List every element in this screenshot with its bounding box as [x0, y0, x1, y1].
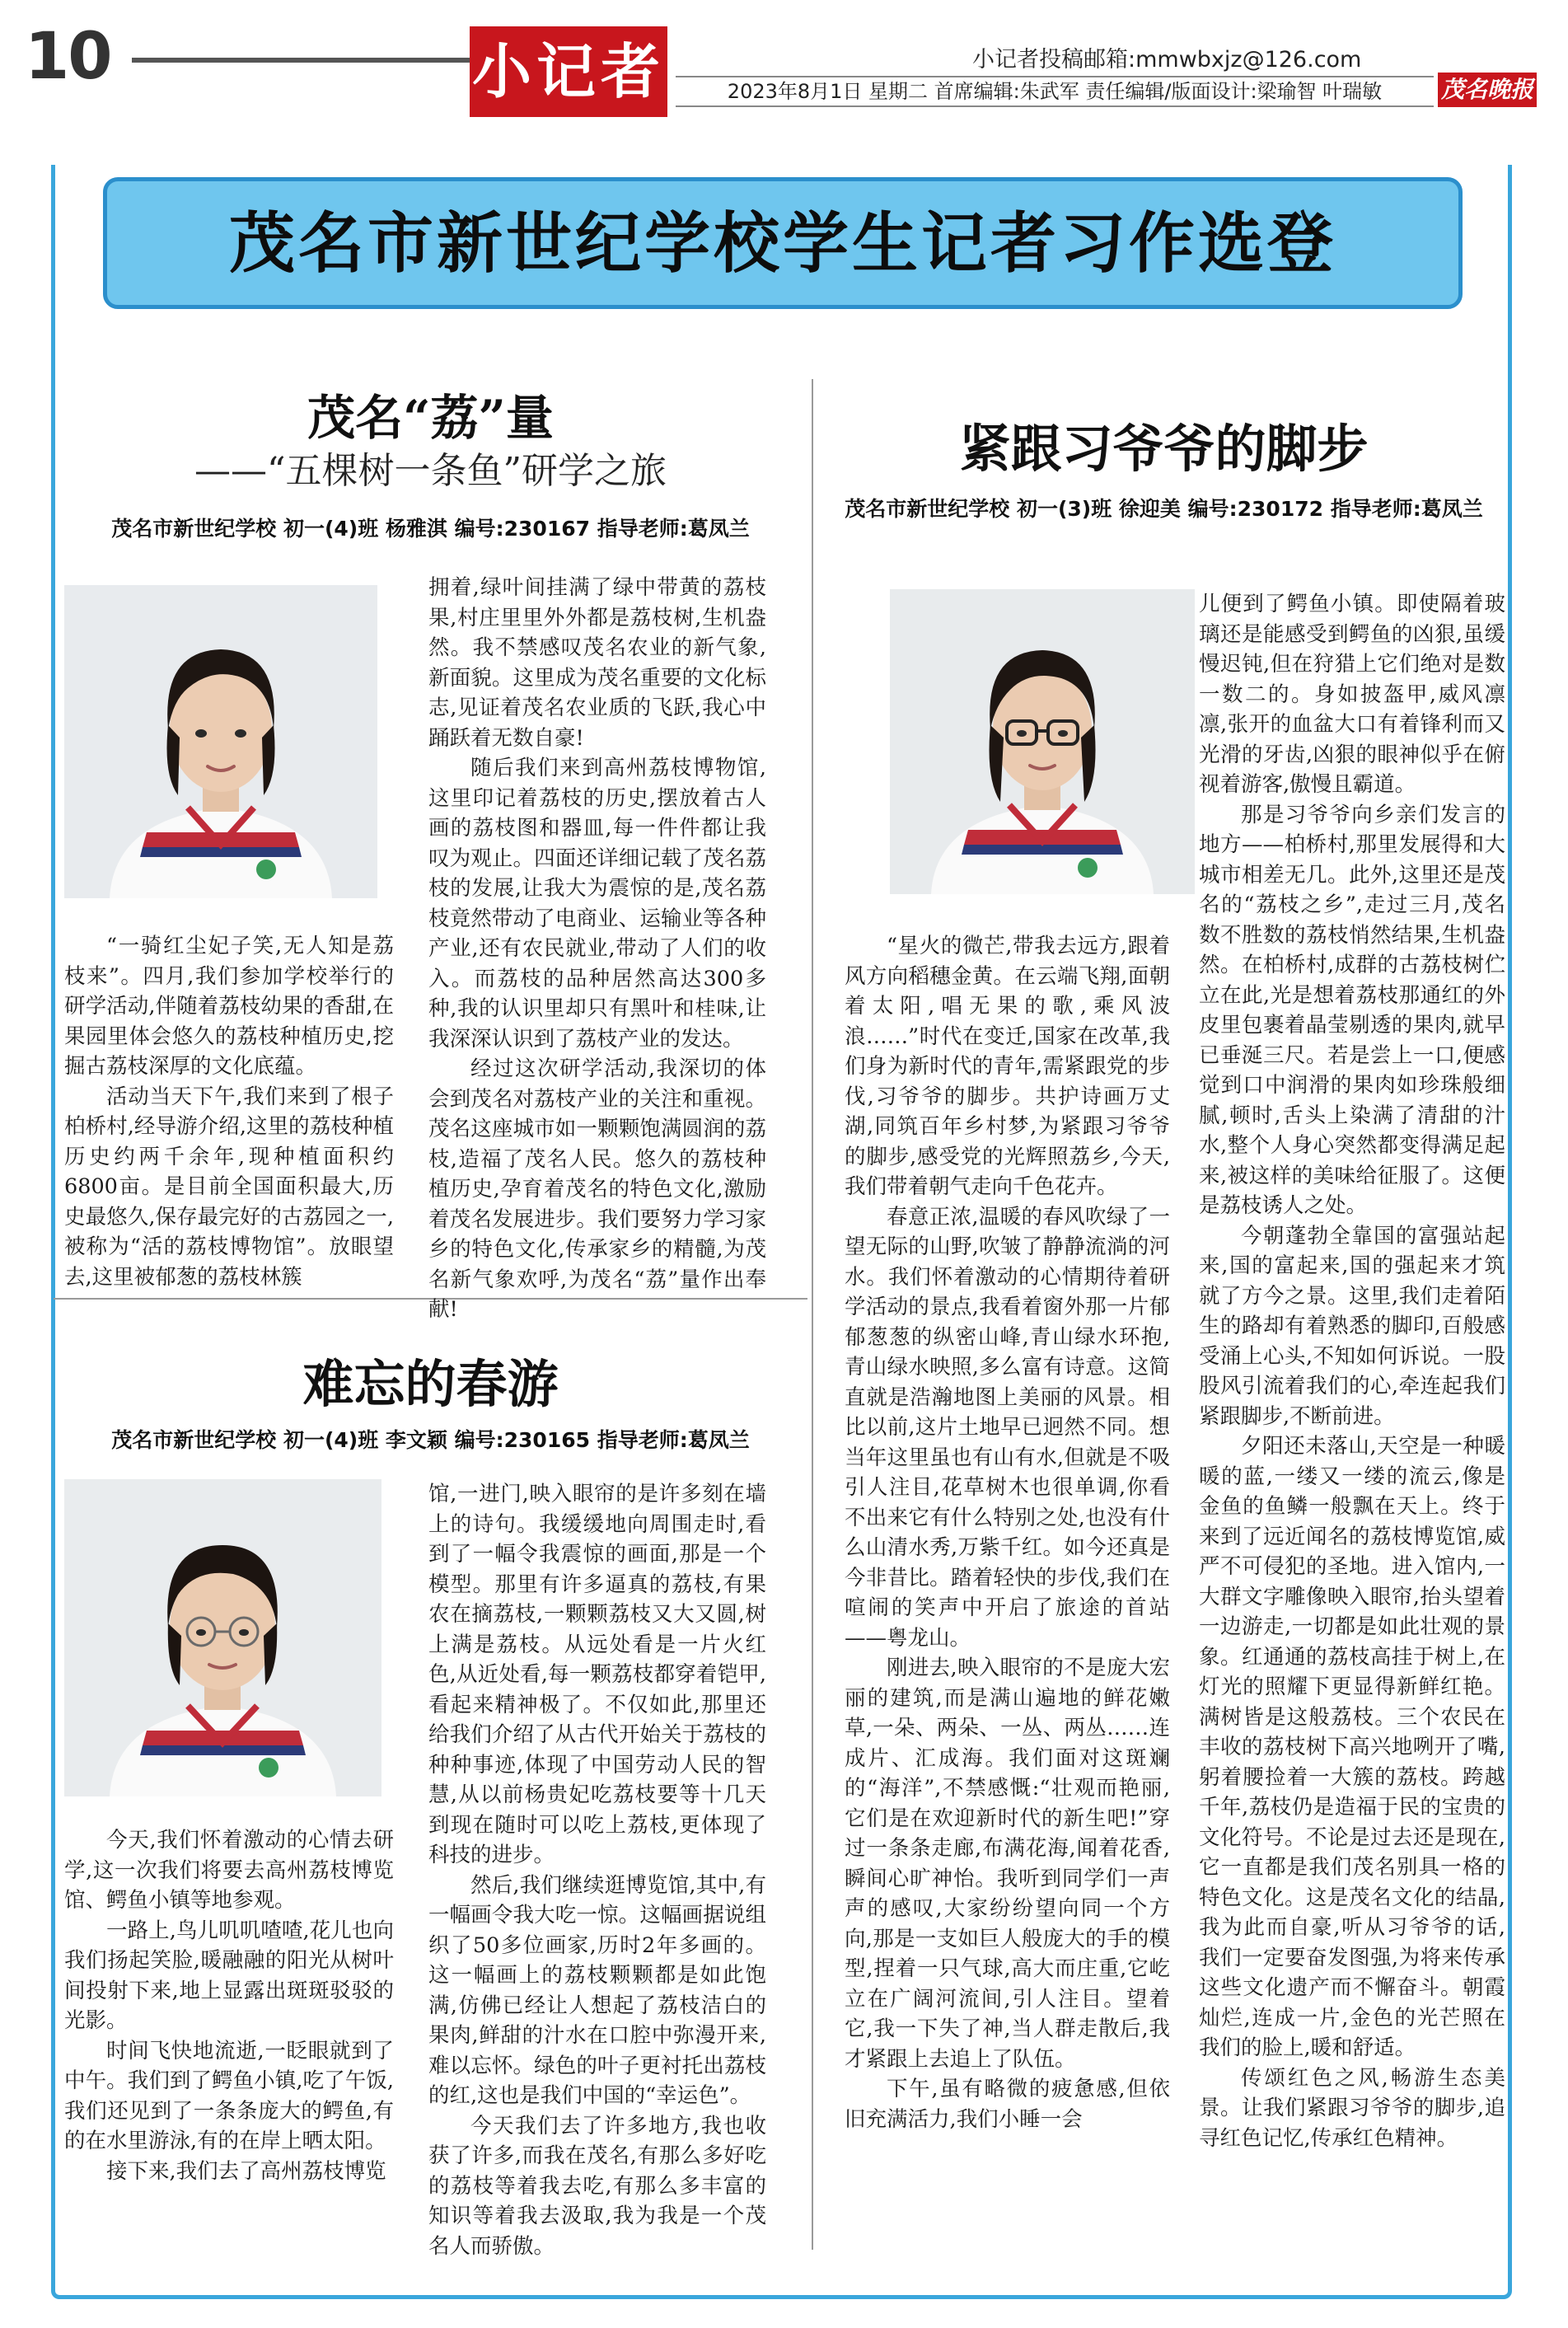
article-2-portrait — [64, 1479, 381, 1796]
paragraph: “星火的微芒,带我去远方,跟着风方向稻穗金黄。在云端飞翔,面朝着太阳,唱无果的歌,乘风波浪……”时代在变迁,国家在改革,我们身为新时代的青年,需紧跟党的步伐,习爷爷的脚步。共护诗画万丈湖,同筑百年乡村梦,为紧跟习爷爷的脚步,感受党的光辉照荔乡,今天,我们带着朝气走向千色花卉。 — [845, 934, 1170, 1199]
article-3-column-1 — [845, 931, 1170, 2250]
paper-logo: 茂名晚报 — [1438, 73, 1537, 107]
paragraph: 下午,虽有略微的疲惫感,但依旧充满活力,我们小睡一会 — [845, 2077, 1170, 2132]
paragraph: 随后我们来到高州荔枝博物馆,这里印记着荔枝的历史,摆放着古人画的荔枝图和器皿,每一件件都让我叹为观止。四面还详细记载了茂名荔枝的发展,让我大为震惊的是,茂名荔枝竟然带动了电商业、运输业等各种产业,还有农民就业,带动了人们的收入。而荔枝的品种居然高达300多种,我的认识里却只有黑叶和桂味,让我深深认识到了荔枝产业的发达。 — [428, 756, 766, 1052]
page-number: 10 — [25, 20, 111, 94]
article-3-title: 紧跟习爷爷的脚步 — [959, 419, 1369, 479]
article-1-byline: 茂名市新世纪学校 初一(4)班 杨雅淇 编号:230167 指导老师:葛凤兰 — [111, 517, 750, 541]
paragraph: 一路上,鸟儿叽叽喳喳,花儿也向我们扬起笑脸,暖融融的阳光从树叶间投射下来,地上显露出斑斑驳驳的光影。 — [64, 1918, 394, 2033]
submission-email: 小记者投稿邮箱:mmwbxjz@126.com — [972, 47, 1362, 73]
article-2-column-1 — [64, 1825, 394, 2246]
paragraph: 时间飞快地流逝,一眨眼就到了中午。我们到了鳄鱼小镇,吃了午饭,我们还见到了一条条庞大的鳄鱼,有的在水里游泳,有的在岸上晒太阳。 — [64, 2038, 394, 2153]
article-1-subtitle: ——“五棵树一条鱼”研学之旅 — [194, 450, 667, 492]
article-3-column-2 — [1199, 589, 1505, 2250]
article-1-column-1 — [64, 931, 394, 1290]
section-banner: 茂名市新世纪学校学生记者习作选登 — [103, 177, 1463, 309]
paragraph: 今天我们去了许多地方,我也收获了许多,而我在茂名,有那么多好吃的荔枝等着我去吃,有那么多丰富的知识等着我去汲取,我为我是一个茂名人而骄傲。 — [428, 2113, 766, 2259]
paragraph: 传颂红色之风,畅游生态美景。让我们紧跟习爷爷的脚步,追寻红色记忆,传承红色精神。 — [1199, 2065, 1505, 2151]
article-3-byline: 茂名市新世纪学校 初一(3)班 徐迎美 编号:230172 指导老师:葛凤兰 — [845, 497, 1483, 521]
article-1-column-2 — [428, 573, 766, 1322]
paragraph: 接下来,我们去了高州荔枝博览 — [106, 2158, 386, 2184]
header-rule — [132, 58, 478, 63]
paragraph: 馆,一进门,映入眼帘的是许多刻在墙上的诗句。我缓缓地向周围走时,看到了一幅令我震惊的画面,那是一个模型。那里有许多逼真的荔枝,有果农在摘荔枝,一颗颗荔枝又大又圆,树上满是荔枝。从远处看是一片火红色,从近处看,每一颗荔枝都穿着铠甲,看起来精神极了。不仅如此,那里还给我们介绍了从古代开始关于荔枝的种种事迹,体现了中国劳动人民的智慧,从以前杨贵妃吃荔枝要等十几天到现在随时可以吃上荔枝,更体现了科技的进步。 — [428, 1482, 766, 1867]
paragraph: 拥着,绿叶间挂满了绿中带黄的荔枝果,村庄里里外外都是荔枝树,生机盎然。我不禁感叹茂名农业的新气象,新面貌。这里成为茂名重要的文化标志,见证着茂名农业质的飞跃,我心中踊跃着无数自豪! — [428, 575, 766, 751]
paragraph: 活动当天下午,我们来到了根子柏桥村,经导游介绍,这里的荔枝种植历史约两千余年,现种植面积约6800亩。是目前全国面积最大,历史最悠久,保存最完好的古荔园之一,被称为“活的荔枝博物馆”。放眼望去,这里被郁葱的荔枝林簇 — [64, 1084, 394, 1290]
paragraph: 经过这次研学活动,我深切的体会到茂名对荔枝产业的关注和重视。茂名这座城市如一颗颗饱满圆润的荔枝,造福了茂名人民。悠久的荔枝种植历史,孕育着茂名的特色文化,激励着茂名发展进步。我们要努力学习家乡的特色文化,传承家乡的精髓,为茂名新气象欢呼,为茂名“荔”量作出奉献! — [428, 1056, 766, 1322]
paragraph: 春意正浓,温暖的春风吹绿了一望无际的山野,吹皱了静静流淌的河水。我们怀着激动的心情期待着研学活动的景点,我看着窗外那一片郁郁葱葱的纵密山峰,青山绿水环抱,青山绿水映照,多么富有诗意。这简直就是浩瀚地图上美丽的风景。相比以前,这片土地早已迥然不同。想当年这里虽也有山有水,但就是不吸引人注目,花草树木也很单调,你看不出来它有什么特别之处,也没有什么山清水秀,万紫千红。如今还真是今非昔比。踏着轻快的步伐,我们在喧闹的笑声中开启了旅途的首站——粤龙山。 — [845, 1204, 1170, 1651]
article-2-title: 难忘的春游 — [302, 1354, 559, 1414]
paragraph: 刚进去,映入眼帘的不是庞大宏丽的建筑,而是满山遍地的鲜花嫩草,一朵、两朵、一丛、两丛……连成片、汇成海。我们面对这斑斓的“海洋”,不禁感慨:“壮观而艳丽,它们是在欢迎新时代的新生吧!”穿过一条条走廊,布满花海,闻着花香,瞬间心旷神怡。我听到同学们一声声的感叹,大家纷纷望向同一个方向,那是一支如巨人般庞大的手的模型,捏着一只气球,高大而庄重,它屹立在广阔河流间,引人注目。望着它,我一下失了神,当人群走散后,我才紧跟上去追上了队伍。 — [845, 1656, 1170, 2072]
paragraph: “一骑红尘妃子笑,无人知是荔枝来”。四月,我们参加学校举行的研学活动,伴随着荔枝幼果的香甜,在果园里体会悠久的荔枝种植历史,挖掘古荔枝深厚的文化底蕴。 — [64, 934, 394, 1079]
paragraph: 今天,我们怀着激动的心情去研学,这一次我们将要去高州荔枝博览馆、鳄鱼小镇等地参观。 — [64, 1828, 394, 1913]
paragraph: 儿便到了鳄鱼小镇。即使隔着玻璃还是能感受到鳄鱼的凶狠,虽缓慢迟钝,但在狩猎上它们绝对是数一数二的。身如披盔甲,威风凛凛,张开的血盆大口有着锋利而又光滑的牙齿,凶狠的眼神似乎在俯视着游客,傲慢且霸道。 — [1199, 592, 1505, 797]
article-3-portrait — [890, 589, 1195, 894]
paragraph: 那是习爷爷向乡亲们发言的地方——柏桥村,那里发展得和大城市相差无几。此外,这里还是茂名的“荔枝之乡”,走过三月,茂名数不胜数的荔枝悄然结果,生机盎然。在柏桥村,成群的古荔枝树伫立在此,光是想着荔枝那通红的外皮里包裹着晶莹剔透的果肉,就早已垂涎三尺。若是尝上一口,便感觉到口中润滑的果肉如珍珠般细腻,顿时,舌头上染满了清甜的汁水,整个人身心突然都变得满足起来,被这样的美味给征服了。这便是荔枝诱人之处。 — [1199, 802, 1505, 1218]
article-2-column-2 — [428, 1479, 766, 2259]
paragraph: 今朝蓬勃全靠国的富强站起来,国的富起来,国的强起来才筑就了方今之景。这里,我们走着陌生的路却有着熟悉的脚印,百般感受涌上心头,不知如何诉说。一股股风引流着我们的心,牵连起我们紧跟脚步,不断前进。 — [1199, 1223, 1505, 1429]
article-2-byline: 茂名市新世纪学校 初一(4)班 李文颖 编号:230165 指导老师:葛凤兰 — [111, 1428, 750, 1452]
article-1-title: 茂名“荔”量 — [307, 390, 554, 446]
column-divider — [812, 379, 813, 2250]
paragraph: 夕阳还未落山,天空是一种暖暖的蓝,一缕又一缕的流云,像是金鱼的鱼鳞一般飘在天上。终于来到了远近闻名的荔枝博览馆,威严不可侵犯的圣地。进入馆内,一大群文字雕像映入眼帘,抬头望着一边游走,一切都是如此壮观的景象。红通通的荔枝高挂于树上,在灯光的照耀下更显得新鲜红艳。满树皆是这般荔枝。三个农民在丰收的荔枝树下高兴地咧开了嘴,躬着腰捡着一大簇的荔枝。跨越千年,荔枝仍是造福于民的宝贵的文化符号。不论是过去还是现在,它一直都是我们茂名别具一格的特色文化。这是茂名文化的结晶,我为此而自豪,听从习爷爷的话,我们一定要奋发图强,为将来传承这些文化遗产而不懈奋斗。朝霞灿烂,连成一片,金色的光芒照在我们的脸上,暖和舒适。 — [1199, 1434, 1505, 2060]
article-1-portrait — [64, 585, 377, 898]
column-tag: 小记者 — [470, 26, 667, 117]
issue-meta: 2023年8月1日 星期二 首席编辑:朱武军 责任编辑/版面设计:梁瑜智 叶瑞敏 — [676, 76, 1434, 107]
paragraph: 然后,我们继续逛博览馆,其中,有一幅画令我大吃一惊。这幅画据说组织了50多位画家,历时2年多画的。这一幅画上的荔枝颗颗都是如此饱满,仿佛已经让人想起了荔枝洁白的果肉,鲜甜的汁水在口腔中弥漫开来,难以忘怀。绿色的叶子更衬托出荔枝的红,这也是我们中国的“幸运色”。 — [428, 1872, 766, 2108]
